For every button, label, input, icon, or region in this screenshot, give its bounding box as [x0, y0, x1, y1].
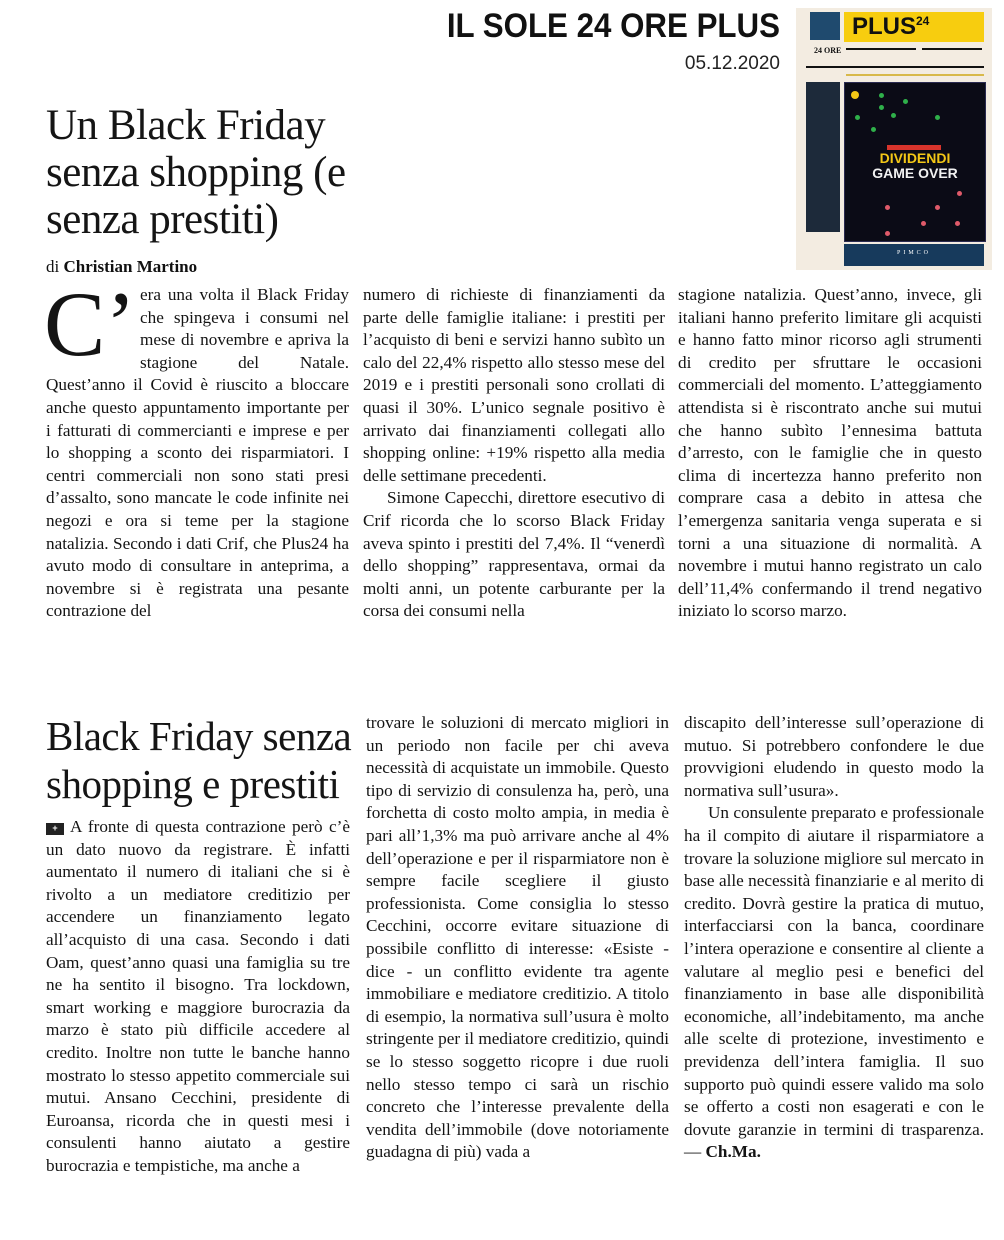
virus-icon [879, 93, 884, 98]
cover-headline-block [922, 48, 982, 66]
cover-sidebar-column [806, 82, 840, 232]
drop-cap: C’ [44, 273, 136, 375]
article1-column-1 [44, 273, 349, 623]
virus-icon [935, 115, 940, 120]
article1-column-2 [363, 284, 665, 623]
cover-headline-2: GAME OVER [872, 165, 958, 181]
article2-paragraph: Un consulente preparato e professionale ha il compito di aiutare il risparmiatore a trovare la soluzione migliore sul mercato in base alle necessità finanziarie e al merito di credito. Dovrà gestire la pratica di mutuo, interfacciarsi con la banca, coordinare l’intera operazione e consentire al cliente a valutare al meglio pesi e benefici del finanziamento in base alle disponibilità economiche, all’indebitamento, ma anche alle scelte di protezione, investimento e previdenza dell’intera famiglia. Il suo supporto può quindi essere valido ma solo se offerto a costi non esagerati e con le dovute garanzie in termini di trasparenza. — [684, 803, 984, 1162]
ghost-icon [935, 205, 940, 210]
virus-icon [871, 127, 876, 132]
virus-icon [879, 105, 884, 110]
article1-paragraph: stagione natalizia. Quest’anno, invece, gli italiani hanno preferito limitare gli acquisti e hanno fatto minor ricorso agli strumenti di credito per sfruttare le occasioni commerciali del momento. L’atteggiamento attendista si è riscontrato anche sui mutui che hanno subìto l’ennesima battuta d’arresto, con le famiglie che in questo clima di incertezza hanno preferito non comprare casa a debito in attesa che l’emergenza sanitaria venga superata e si torni a una situazione di normalità. A novembre i mutui hanno registrato un calo dell’11,4% confermando il trend negativo iniziato lo scorso marzo. [678, 285, 982, 621]
article1-paragraph: Simone Capecchi, direttore esecutivo di Crif ricorda che lo scorso Black Friday aveva spinto i prestiti del 7,4%. Il “venerdì dello shopping” rappresentava, ormai da molti anni, un potente carburante per la corsa dei consumi nella [363, 488, 665, 621]
article1-column-3 [678, 284, 982, 623]
masthead [380, 6, 780, 76]
ghost-icon [957, 191, 962, 196]
article2-paragraph: discapito dell’interesse sull’operazione di mutuo. Si potrebbero confondere le due provvigioni eludendo in questo modo la normativa sull’usura». [684, 713, 984, 800]
section-marker-icon: + [46, 823, 64, 835]
article2-column-1 [46, 816, 350, 1178]
article1-headline: Un Black Friday senza shopping (e senza prestiti) [46, 102, 346, 243]
byline-prefix: di [46, 257, 60, 276]
article2-headline: Black Friday senza shopping e prestiti [46, 713, 352, 807]
virus-icon [855, 115, 860, 120]
sponsor-banner: PIMCO [844, 244, 984, 266]
virus-icon [891, 113, 896, 118]
publication-date: 05.12.2020 [684, 53, 780, 74]
article2-column-2 [366, 712, 669, 1164]
author-signature: Ch.Ma. [705, 1142, 761, 1162]
ghost-icon [885, 231, 890, 236]
publication-name: IL SOLE 24 ORE PLUS [446, 7, 780, 45]
article1-paragraph: numero di richieste di finanziamenti da parte delle famiglie italiane: i prestiti per l’acquisto di beni e servizi hanno subìto un calo del 22,4% rispetto allo stesso mese del 2019 e i prestiti personali sono crollati di quasi il 30%. L’unico segnale positivo è arrivato dai finanziamenti collegati allo shopping online: +19% rispetto alla media delle settimane precedenti. [363, 285, 665, 485]
cover-headline-1: DIVIDENDI [879, 150, 951, 166]
cover-thumbnail [796, 8, 992, 270]
pimco-logo-icon [810, 12, 840, 40]
cover-illustration [844, 82, 986, 242]
pacman-icon [851, 91, 859, 99]
article2-paragraph: trovare le soluzioni di mercato migliori in un periodo non facile per chi aveva necessità di acquistate un immobile. Questo tipo di servizio di consulenza ha, però, una forchetta di costo molto ampia, in media è pari all’1,3% ma può arrivare anche al 4% dell’operazione e per il risparmiatore non è sempre facile scegliere il giusto professionista. Come consiglia lo stesso Cecchini, occorre evitare situazione di possibile conflitto di interesse: «Esiste - dice - un conflitto evidente tra agente immobiliare e mediatore creditizio. A titolo di esempio, la normativa sull’usura è molto stringente per il mediatore creditizio, quindi se lo stesso soggetto ricopre i due ruoli nello stesso tempo ci sarà un rischio concreto che l’interesse prevalente della vendita dell’immobile (dove notoriamente guadagna di più) vada a [366, 713, 669, 1162]
virus-icon [903, 99, 908, 104]
ghost-icon [921, 221, 926, 226]
byline-author: Christian Martino [63, 257, 198, 276]
ghost-icon [955, 221, 960, 226]
plus24-logo [844, 12, 984, 42]
article1-lead-text: era una volta il Black Friday che spingeva i consumi nel mese di novembre e apriva la stagione del Natale. Quest’anno il Covid è riuscito a bloccare anche questo appuntamento importante per i fatturati di commercianti e imprese e per lo shopping a sconto dei risparmiatori. I centri commerciali non sono stati presi d’assalto, sono mancate le code infinite nei negozi e ora si teme per la stagione natalizia. Secondo i dati Crif, che Plus24 ha avuto modo di consultare in anteprima, a novembre si è registrata una pesante contrazione del [46, 285, 349, 621]
newspaper-logo: 24 ORE [814, 46, 842, 55]
divider [806, 66, 984, 68]
ghost-icon [885, 205, 890, 210]
divider [846, 74, 984, 76]
article2-paragraph: A fronte di questa contrazione però c’è un dato nuovo da registrare. È infatti aumentato il numero di italiani che si è rivolto a un mediatore creditizio per accendere un finanziamento legato all’acquisto di una casa. Secondo i dati Oam, quest’anno quasi una famiglia su tre ne ha sentito il bisogno. Tra lockdown, smart working e maggiore burocrazia da marzo è stato più difficile accedere al credito. Inoltre non tutte le banche hanno mostrato lo stesso appetito commerciale sui mutui. Ansano Cecchini, presidente di Euroansa, ricorda che in questi mesi i consulenti hanno aiutato a gestire burocrazia e tempistiche, ma anche a [46, 817, 350, 1175]
plus-number: 24 [916, 14, 930, 28]
cover-headline-block [846, 48, 916, 66]
article2-column-3 [684, 712, 984, 1164]
plus-brand: PLUS [852, 13, 917, 40]
